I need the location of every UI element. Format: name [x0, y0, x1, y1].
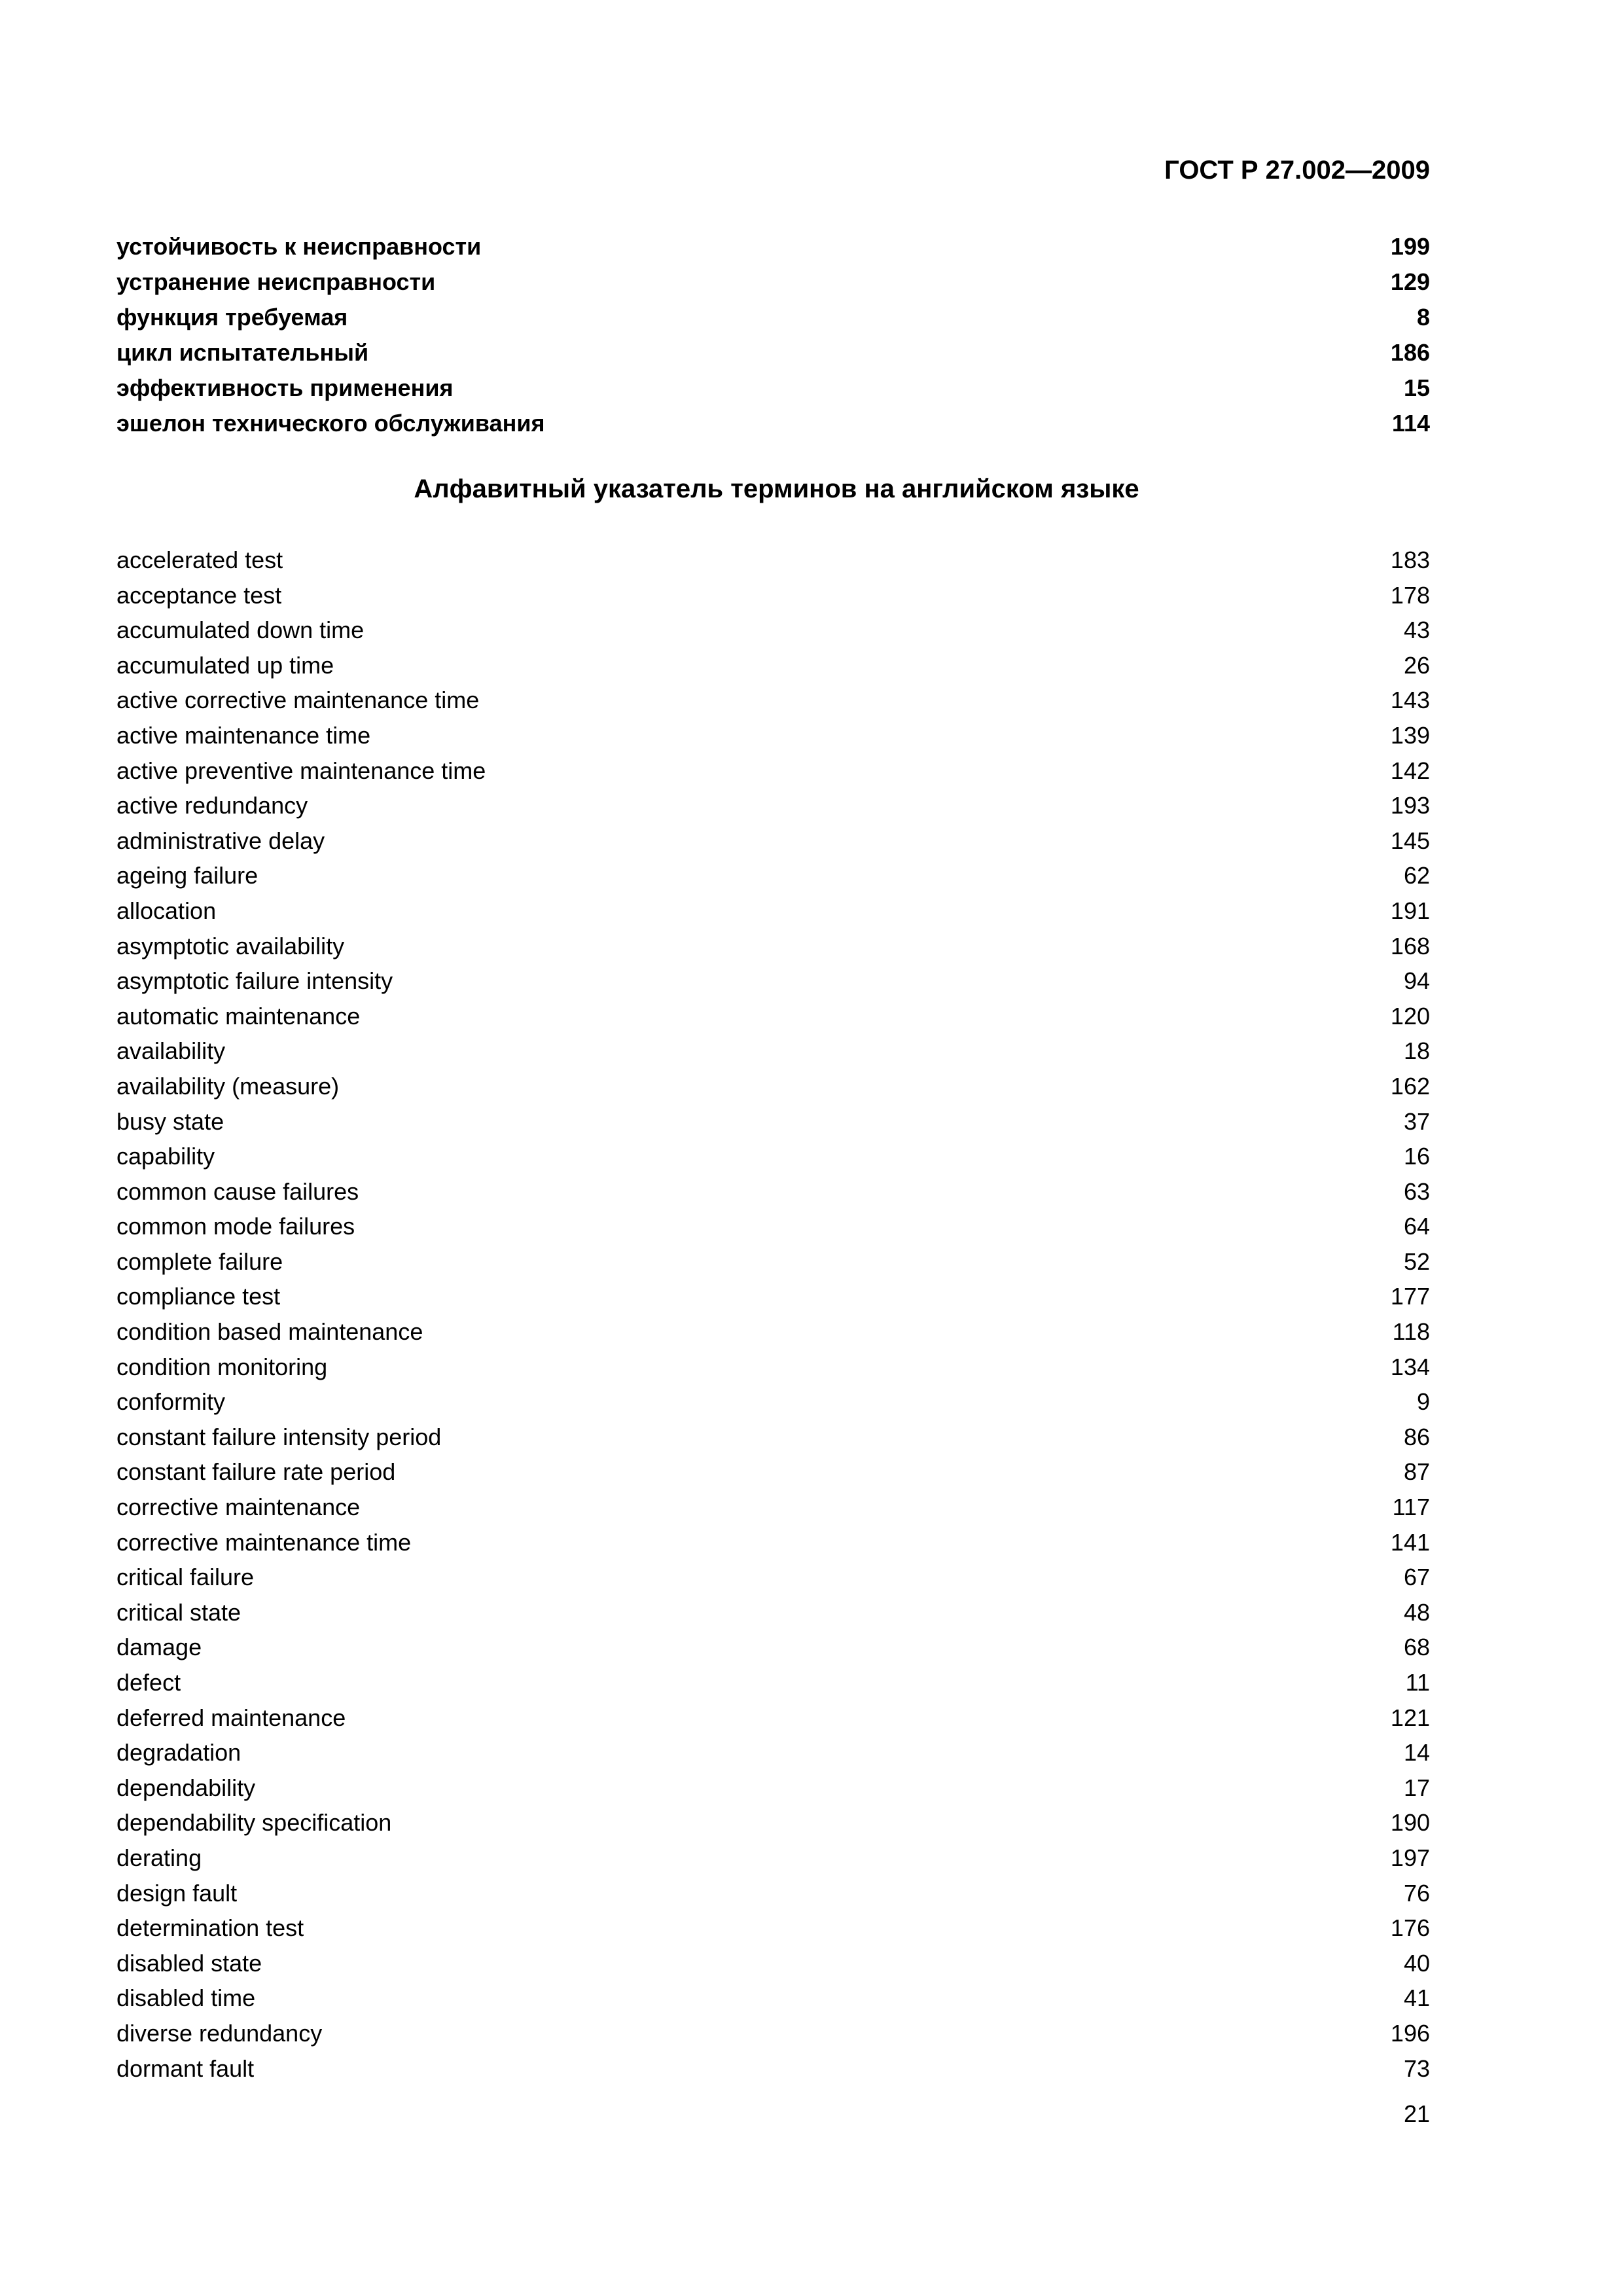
index-page-ref: 62: [1403, 862, 1430, 889]
index-page-ref: 183: [1390, 547, 1430, 573]
index-term: deferred maintenance: [116, 1704, 346, 1731]
index-page-ref: 73: [1403, 2054, 1430, 2082]
index-page-ref: 143: [1390, 687, 1430, 714]
index-entry: [116, 1244, 1430, 1280]
index-entry: [116, 543, 1430, 578]
index-term: allocation: [116, 897, 217, 924]
index-term: automatic maintenance: [116, 1002, 361, 1030]
index-page-ref: 94: [1403, 967, 1430, 995]
index-term: corrective maintenance: [116, 1494, 361, 1521]
index-entry: [116, 893, 1430, 929]
index-page-ref: 177: [1390, 1283, 1430, 1310]
index-page-ref: 193: [1390, 792, 1430, 819]
index-term: availability: [116, 1037, 226, 1065]
index-page-ref: 76: [1403, 1879, 1430, 1907]
index-page-ref: 8: [1416, 304, 1430, 331]
index-entry: [116, 1069, 1430, 1104]
index-entry: [116, 999, 1430, 1034]
index-term: administrative delay: [116, 827, 325, 854]
index-page-ref: 117: [1392, 1494, 1430, 1521]
index-term: asymptotic failure intensity: [116, 967, 393, 995]
index-page-ref: 199: [1390, 233, 1430, 260]
index-term: complete failure: [116, 1247, 283, 1275]
index-entry: [116, 1876, 1430, 1911]
index-term: active corrective maintenance time: [116, 687, 480, 714]
index-page-ref: 40: [1403, 1949, 1430, 1977]
index-entry: [116, 1840, 1430, 1876]
index-term: condition based maintenance: [116, 1318, 423, 1346]
index-entry: [116, 929, 1430, 964]
index-page-ref: 145: [1390, 827, 1430, 854]
index-entry: [116, 1420, 1430, 1455]
index-entry: [116, 1981, 1430, 2016]
index-entry: [116, 648, 1430, 683]
index-entry: [116, 1946, 1430, 1981]
index-entry: [116, 335, 1430, 370]
index-page-ref: 134: [1390, 1353, 1430, 1380]
index-page-ref: 186: [1390, 339, 1430, 366]
index-entry: [116, 613, 1430, 648]
index-term: active maintenance time: [116, 721, 371, 749]
index-page-ref: 87: [1403, 1458, 1430, 1486]
index-entry: [116, 1279, 1430, 1314]
index-page-ref: 196: [1390, 2019, 1430, 2047]
index-entry: [116, 1454, 1430, 1490]
index-term: функция требуемая: [116, 304, 348, 331]
russian-term-list: [116, 229, 1430, 441]
index-page-ref: 43: [1403, 617, 1430, 644]
index-term: corrective maintenance time: [116, 1528, 412, 1556]
index-page-ref: 176: [1390, 1914, 1430, 1942]
index-page-ref: 178: [1390, 581, 1430, 609]
index-term: common cause failures: [116, 1177, 359, 1205]
index-entry: [116, 2016, 1430, 2051]
index-entry: [116, 1630, 1430, 1665]
index-page-ref: 15: [1403, 374, 1430, 401]
index-page-ref: 118: [1392, 1318, 1430, 1346]
index-term: condition monitoring: [116, 1353, 328, 1380]
index-term: critical failure: [116, 1564, 255, 1591]
index-term: compliance test: [116, 1283, 281, 1310]
index-entry: [116, 1314, 1430, 1350]
index-entry: [116, 1700, 1430, 1736]
index-entry: [116, 300, 1430, 335]
index-term: constant failure intensity period: [116, 1423, 442, 1450]
index-page-ref: 17: [1403, 1774, 1430, 1801]
index-page-ref: 86: [1403, 1423, 1430, 1450]
index-term: accelerated test: [116, 547, 283, 573]
index-entry: [116, 1384, 1430, 1420]
index-page-ref: 41: [1403, 1984, 1430, 2012]
index-entry: [116, 963, 1430, 999]
index-entry: [116, 2051, 1430, 2087]
section-title: Алфавитный указатель терминов на английском языке: [414, 475, 1139, 503]
index-term: эшелон технического обслуживания: [116, 410, 545, 437]
index-page-ref: 191: [1390, 897, 1430, 924]
index-entry: [116, 1910, 1430, 1946]
index-term: цикл испытательный: [116, 339, 369, 366]
index-page-ref: 141: [1390, 1528, 1430, 1556]
index-page-ref: 14: [1403, 1739, 1430, 1767]
index-term: dependability specification: [116, 1809, 392, 1837]
index-page-ref: 48: [1403, 1598, 1430, 1626]
index-term: availability (measure): [116, 1072, 340, 1100]
index-term: design fault: [116, 1879, 238, 1907]
index-term: устранение неисправности: [116, 268, 436, 295]
index-page-ref: 11: [1405, 1669, 1430, 1696]
index-term: constant failure rate period: [116, 1458, 396, 1486]
index-term: active preventive maintenance time: [116, 757, 486, 784]
index-entry: [116, 1174, 1430, 1210]
index-term: active redundancy: [116, 792, 308, 819]
index-entry: [116, 264, 1430, 300]
index-page-ref: 26: [1403, 651, 1430, 679]
index-page-ref: 129: [1390, 268, 1430, 295]
index-page-ref: 52: [1403, 1247, 1430, 1275]
index-entry: [116, 1595, 1430, 1630]
index-term: degradation: [116, 1739, 241, 1767]
index-entry: [116, 1735, 1430, 1770]
index-page-ref: 197: [1390, 1844, 1430, 1871]
index-term: defect: [116, 1669, 181, 1696]
index-entry: [116, 788, 1430, 823]
index-page-ref: 16: [1403, 1143, 1430, 1170]
index-term: conformity: [116, 1388, 226, 1416]
index-term: устойчивость к неисправности: [116, 233, 482, 260]
index-page-ref: 18: [1403, 1037, 1430, 1065]
index-entry: [116, 370, 1430, 406]
index-entry: [116, 1209, 1430, 1244]
index-entry: [116, 683, 1430, 718]
index-page-ref: 142: [1390, 757, 1430, 784]
index-term: capability: [116, 1143, 215, 1170]
index-term: disabled state: [116, 1949, 262, 1977]
index-entry: [116, 858, 1430, 893]
index-page-ref: 67: [1403, 1564, 1430, 1591]
index-entry: [116, 578, 1430, 613]
index-entry: [116, 823, 1430, 859]
index-page-ref: 63: [1403, 1177, 1430, 1205]
index-entry: [116, 229, 1430, 264]
index-page-ref: 114: [1391, 410, 1430, 437]
index-page-ref: 121: [1390, 1704, 1430, 1731]
index-entry: [116, 1805, 1430, 1840]
index-term: common mode failures: [116, 1213, 355, 1240]
index-entry: [116, 1139, 1430, 1174]
index-entry: [116, 406, 1430, 441]
index-entry: [116, 753, 1430, 789]
index-entry: [116, 1490, 1430, 1525]
index-page-ref: 139: [1390, 721, 1430, 749]
index-term: disabled time: [116, 1984, 256, 2012]
index-term: determination test: [116, 1914, 304, 1942]
index-term: эффективность применения: [116, 374, 454, 401]
index-term: critical state: [116, 1598, 241, 1626]
page-number: 21: [1403, 2100, 1430, 2127]
index-entry: [116, 1033, 1430, 1069]
index-entry: [116, 1104, 1430, 1139]
index-entry: [116, 1350, 1430, 1385]
index-page-ref: 68: [1403, 1634, 1430, 1661]
index-term: dependability: [116, 1774, 256, 1801]
index-page-ref: 9: [1416, 1388, 1430, 1416]
index-term: diverse redundancy: [116, 2019, 323, 2047]
index-entry: [116, 1665, 1430, 1700]
index-entry: [116, 1770, 1430, 1806]
index-entry: [116, 718, 1430, 753]
index-page-ref: 120: [1390, 1002, 1430, 1030]
index-term: ageing failure: [116, 862, 259, 889]
index-page-ref: 64: [1403, 1213, 1430, 1240]
index-page-ref: 37: [1403, 1107, 1430, 1135]
index-term: accumulated up time: [116, 651, 334, 679]
index-page-ref: 162: [1390, 1072, 1430, 1100]
index-term: dormant fault: [116, 2054, 255, 2082]
english-term-list: [116, 543, 1430, 2086]
index-term: asymptotic availability: [116, 932, 345, 960]
index-page-ref: 190: [1390, 1809, 1430, 1837]
index-term: derating: [116, 1844, 202, 1871]
index-term: accumulated down time: [116, 617, 365, 644]
index-entry: [116, 1560, 1430, 1595]
document-header: ГОСТ Р 27.002—2009: [1164, 156, 1430, 185]
index-term: damage: [116, 1634, 202, 1661]
index-entry: [116, 1525, 1430, 1560]
index-page-ref: 168: [1390, 932, 1430, 960]
index-term: acceptance test: [116, 581, 282, 609]
index-term: busy state: [116, 1107, 224, 1135]
